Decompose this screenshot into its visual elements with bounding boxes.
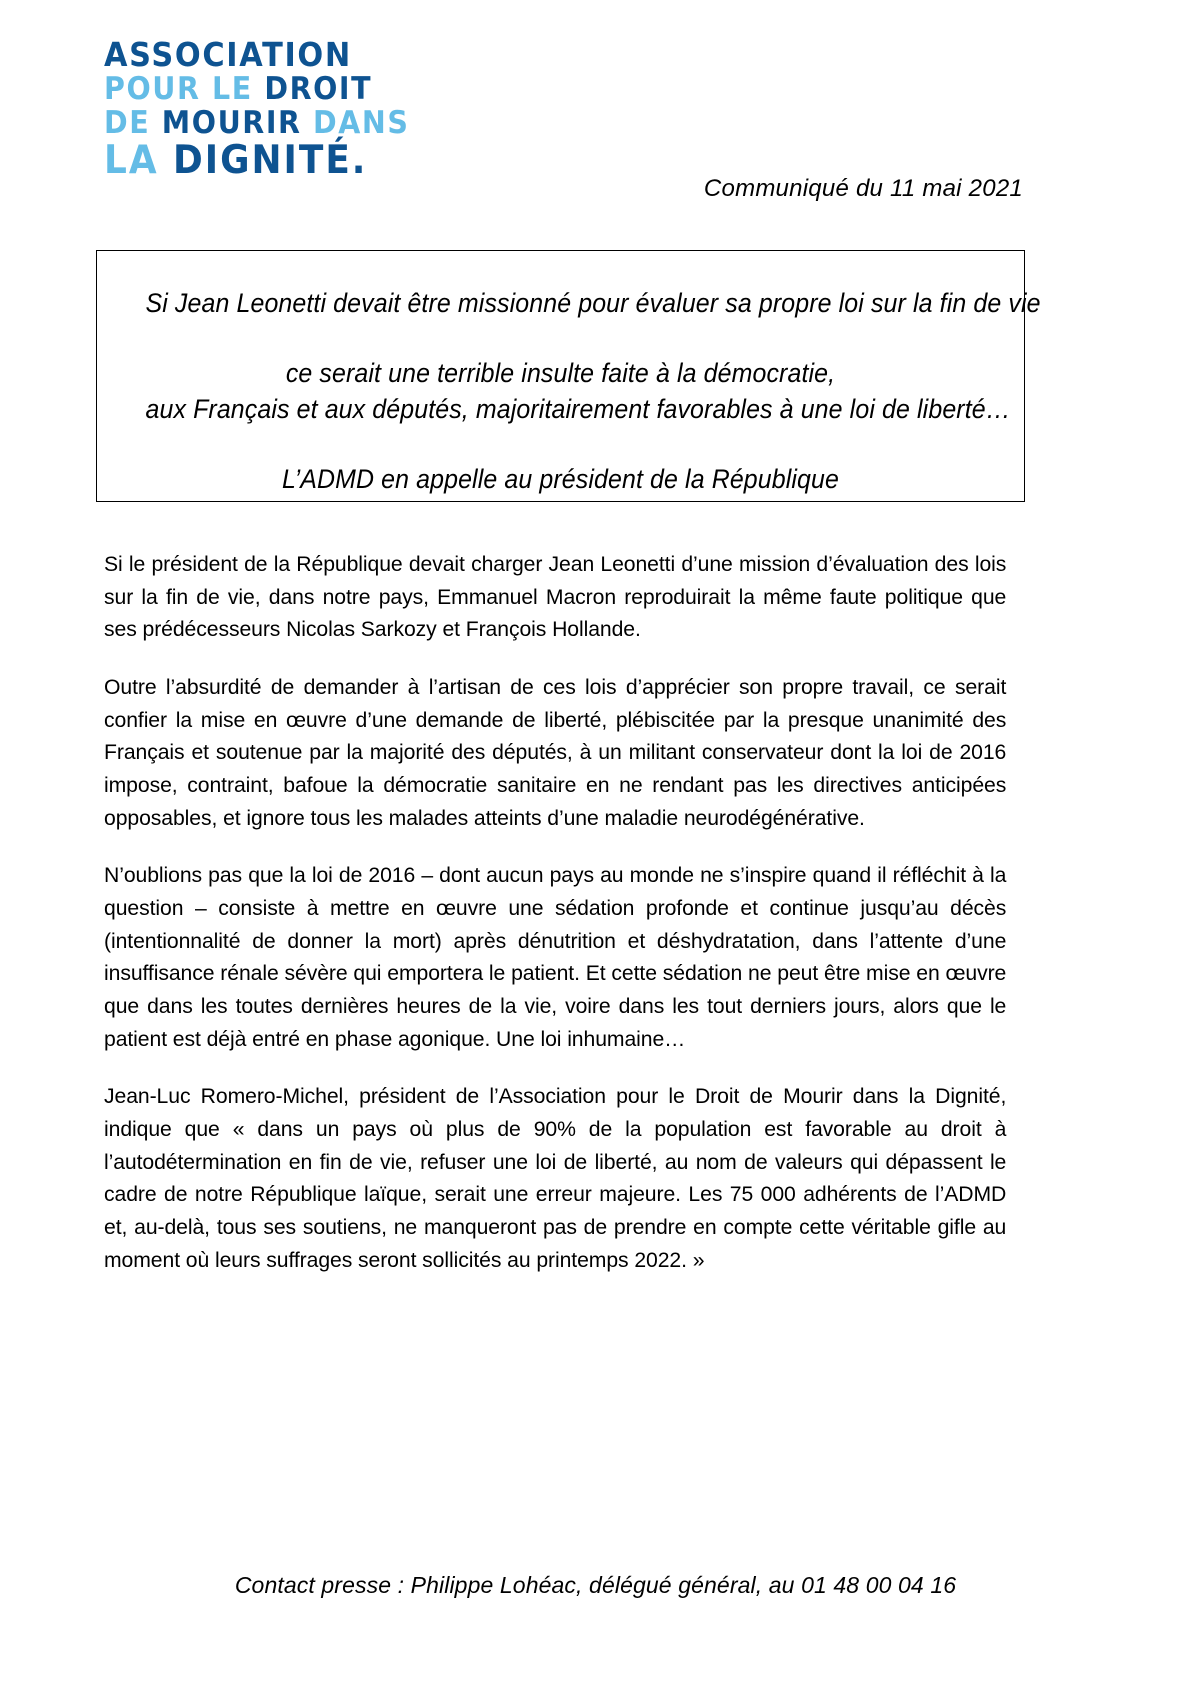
logo-line-3-seg-1: DE: [104, 105, 162, 141]
logo-line-1-seg-1: ASSOCIATION: [104, 35, 352, 74]
body-paragraph-1: Si le président de la République devait charger Jean Leonetti d’une mission d’évaluation des lois sur la fin de vie, dans notre pays, Emmanuel Macron reproduirait la même faute politique que ses prédécesseurs Nicolas Sarkozy et François Hollande.: [104, 552, 1007, 642]
logo-line-2-seg-2: DROIT: [264, 71, 373, 107]
headline-line-3: aux Français et aux députés, majoritairement favorables à une loi de liberté…: [145, 394, 1011, 425]
footer-contact-line: Contact presse : Philippe Lohéac, délégué général, au 01 48 00 04 16: [234, 1572, 957, 1598]
logo-line-3-seg-2: MOURIR: [161, 105, 314, 141]
headline-spacer-1: [119, 321, 1002, 355]
headline-spacer-2: [119, 427, 1002, 461]
headline-line-1: Si Jean Leonetti devait être missionné pour évaluer sa propre loi sur la fin de vie: [145, 288, 1041, 318]
document-header: [0, 0, 1191, 215]
body-paragraph-4: Jean-Luc Romero-Michel, président de l’Association pour le Droit de Mourir dans la Dignité, indique que « dans un pays où plus de 90% de la population est favorable au droit à l’autodétermination en fin de vie, refuser une loi de liberté, au nom de valeurs qui dépassent le cadre de notre République laïque, serait une erreur majeure. Les 75 000 adhérents de l’ADMD et, au-delà, tous ses soutiens, ne manqueront pas de prendre en compte cette véritable gifle au moment où leurs suffrages seront sollicités au printemps 2022. »: [104, 1084, 1007, 1272]
body-paragraph-3: N’oublions pas que la loi de 2016 – dont aucun pays au monde ne s’inspire quand il réfléchit à la question – consiste à mettre en œuvre une sédation profonde et continue jusqu’au décès (intentionnalité de donner la mort) après dénutrition et déshydratation, dans l’attente d’une insuffisance rénale sévère qui emportera le patient. Et cette sédation ne peut être mise en œuvre que dans les toutes dernières heures de la vie, voire dans les tout derniers jours, alors que le patient est déjà entré en phase agonique. Une loi inhumaine…: [104, 863, 1007, 1051]
logo-line-4: [104, 138, 368, 183]
headline-line-2: ce serait une terrible insulte faite à la démocratie,: [285, 358, 836, 389]
headline-box: [96, 250, 1041, 502]
body-text: [104, 548, 1020, 1276]
logo-line-1: [104, 35, 398, 74]
headline-line-4: L’ADMD en appelle au président de la République: [281, 464, 840, 495]
logo-line-3: [104, 105, 410, 141]
communique-date: Communiqué du 11 mai 2021: [703, 175, 1023, 202]
logo-line-2: [104, 71, 398, 107]
logo-line-2-seg-1: POUR LE: [104, 71, 265, 107]
admd-logo-wordmark: [104, 35, 424, 183]
logo-line-4-seg-1: LA: [104, 138, 174, 183]
logo-line-3-seg-3: DANS: [313, 105, 410, 141]
body-paragraph-2: Outre l’absurdité de demander à l’artisan de ces lois d’apprécier son propre travail, ce serait confier la mise en œuvre d’une demande de liberté, plébiscitée par la presque unanimité des Français et soutenue par la majorité des députés, à un militant conservateur dont la loi de 2016 impose, contraint, bafoue la démocratie sanitaire en ne rendant pas les directives anticipées opposables, et ignore tous les malades atteints d’une maladie neurodégénérative.: [104, 675, 1007, 830]
logo-line-4-seg-2: DIGNITÉ.: [173, 138, 368, 183]
